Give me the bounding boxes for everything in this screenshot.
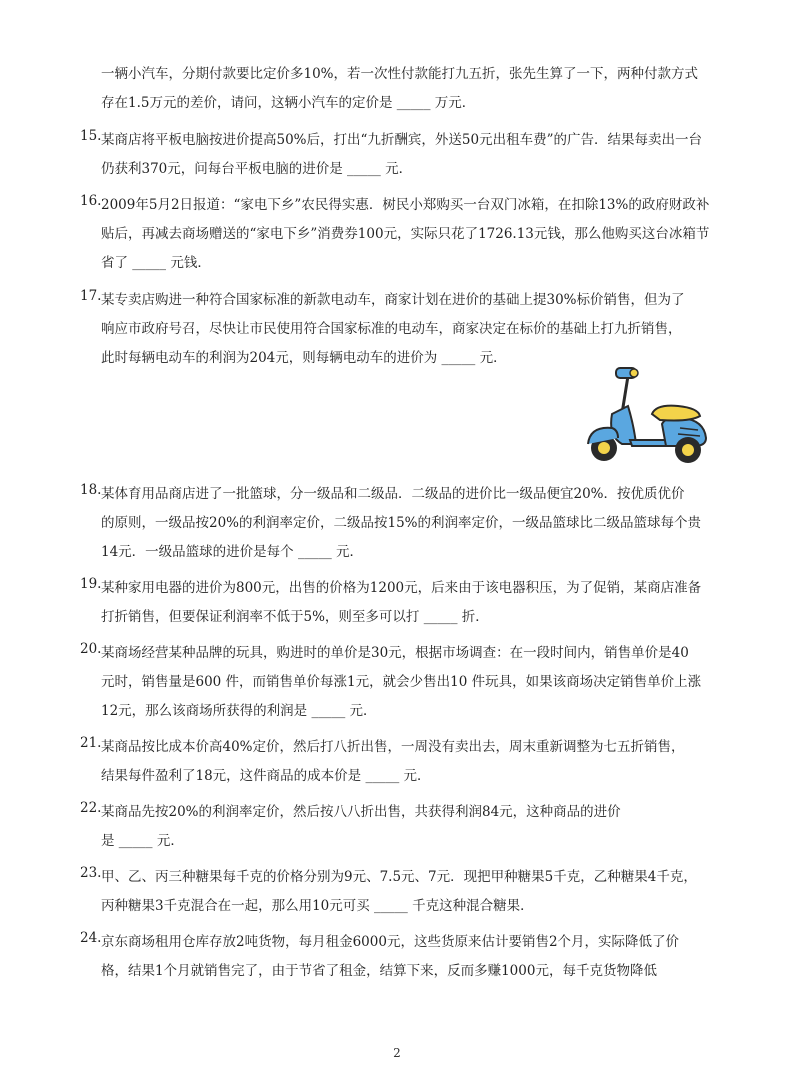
text-line: 京东商场租用仓库存放2吨货物，每月租金6000元，这些货原来估计要销售2个月，实际降低了价 <box>101 934 680 950</box>
text-line: 贴后，再减去商场赠送的“家电下乡”消费券100元，实际只花了1726.13元钱，那么他购买这台冰箱节 <box>101 226 710 242</box>
text-line: 12元，那么该商场所获得的利润是 _____ 元． <box>101 703 377 719</box>
text-line: 甲、乙、丙三种糖果每千克的价格分别为9元、7.5元、7元．现把甲种糖果5千克，乙种糖果4千克， <box>101 869 697 885</box>
text-line: 省了 _____ 元钱． <box>101 255 211 271</box>
text-line: 某专卖店购进一种符合国家标准的新款电动车，商家计划在进价的基础上提30%标价销售，但为了 <box>101 292 685 308</box>
text-line: 2009年5月2日报道：“家电下乡”农民得实惠．树民小郑购买一台双门冰箱，在扣除13%的政府财政补 <box>101 197 710 213</box>
question-number: 20. <box>80 641 102 657</box>
text-line: 某商店将平板电脑按进价提高50%后，打出“九折酬宾，外送50元出租车费”的广告．结果每卖出一台 <box>101 132 702 148</box>
page-number: 2 <box>393 1046 401 1060</box>
text-line: 某商品按比成本价高40%定价，然后打八折出售，一周没有卖出去，周末重新调整为七五折销售， <box>101 739 685 755</box>
text-line: 某商场经营某种品牌的玩具，购进时的单价是30元，根据市场调查：在一段时间内，销售单价是40 <box>101 645 689 661</box>
question-number: 24. <box>80 930 102 946</box>
question-number: 18. <box>80 482 102 498</box>
text-line: 某体育用品商店进了一批篮球，分一级品和二级品．二级品的进价比一级品便宜20%．按优质优价 <box>101 486 685 502</box>
text-line: 响应市政府号召，尽快让市民使用符合国家标准的电动车，商家决定在标价的基础上打九折销售， <box>101 321 682 337</box>
question-number: 21. <box>80 735 102 751</box>
text-line: 打折销售，但要保证利润率不低于5%，则至多可以打 _____ 折． <box>101 609 489 625</box>
text-line: 是 _____ 元． <box>101 833 184 849</box>
question-number: 23. <box>80 865 102 881</box>
text-line: 元时，销售量是600 件，而销售单价每涨1元，就会少售出10 件玩具，如果该商场决定销售单价上涨 <box>101 674 702 690</box>
question-number: 22. <box>80 800 102 816</box>
text-line: 的原则，一级品按20%的利润率定价，二级品按15%的利润率定价，一级品篮球比二级品篮球每个贵 <box>101 515 702 531</box>
question-number: 19. <box>80 576 102 592</box>
text-line: 丙种糖果3千克混合在一起，那么用10元可买 _____ 千克这种混合糖果． <box>101 898 534 914</box>
text-line: 某商品先按20%的利润率定价，然后按八八折出售，共获得利润84元，这种商品的进价 <box>101 804 621 820</box>
question-number: 15. <box>80 128 102 144</box>
question-number: 16. <box>80 193 102 209</box>
text-line: 格，结果1个月就销售完了，由于节省了租金，结算下来，反而多赚1000元，每千克货物降低 <box>101 963 657 979</box>
text-line: 14元．一级品篮球的进价是每个 _____ 元． <box>101 544 364 560</box>
question-number: 17. <box>80 288 102 304</box>
text-line: 某种家用电器的进价为800元，出售的价格为1200元，后来由于该电器积压，为了促销，某商店准备 <box>101 580 702 596</box>
text-line: 结果每件盈利了18元，这件商品的成本价是 _____ 元． <box>101 768 431 784</box>
text-line: 存在1.5万元的差价，请问，这辆小汽车的定价是 _____ 万元． <box>101 95 476 111</box>
text-line: 此时每辆电动车的利润为204元，则每辆电动车的进价为 _____ 元． <box>101 350 507 366</box>
text-line: 一辆小汽车，分期付款要比定价多10%，若一次性付款能打九五折，张先生算了一下，两种付款方式 <box>101 66 699 82</box>
scooter-icon <box>582 366 714 466</box>
text-line: 仍获利370元，问每台平板电脑的进价是 _____ 元． <box>101 161 413 177</box>
